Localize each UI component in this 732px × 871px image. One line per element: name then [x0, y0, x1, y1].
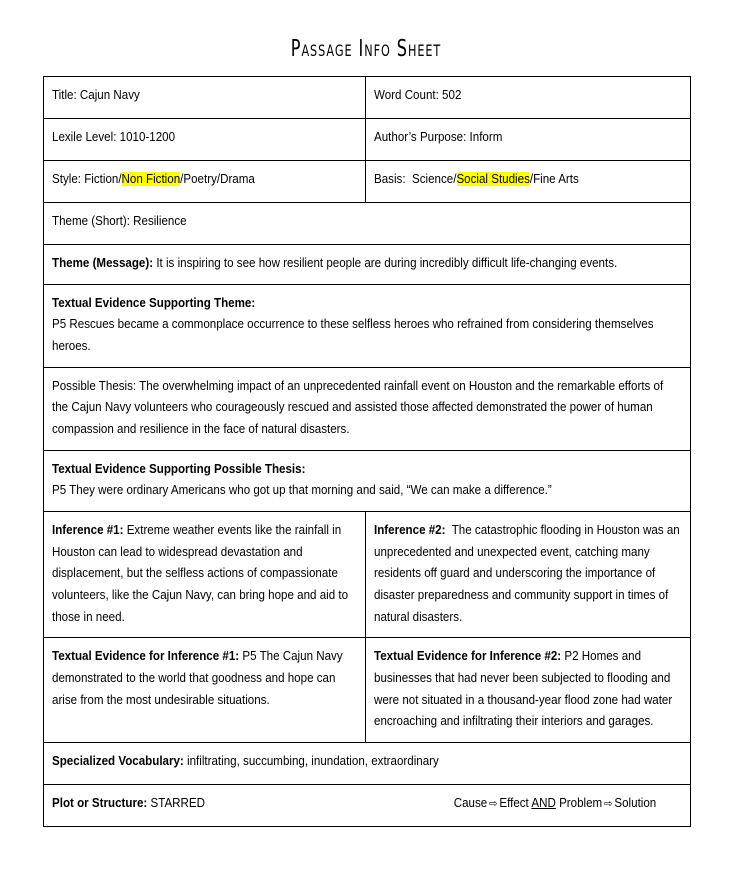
cell-evidence-inference-1 [44, 638, 366, 743]
right-arrow-icon: ⇨ [489, 796, 498, 810]
possible-thesis-value: The overwhelming impact of an unprecedented rainfall event on Houston and the remarkable efforts of the Cajun Navy volunteers who courageously rescued and assisted those affected demonstrated the power of human compassion and resilience in the face of natural disasters. [52, 378, 664, 436]
author-purpose-value: Inform [469, 130, 503, 144]
basis-label: Basis: [374, 172, 406, 186]
style-option-drama[interactable]: Drama [220, 172, 255, 186]
cell-plot-structure [44, 784, 691, 826]
structure-and: AND [531, 795, 556, 810]
evidence-thesis-label: Textual Evidence Supporting Possible Thesis: [52, 461, 306, 476]
cell-author-purpose [366, 119, 691, 161]
evidence-inference-2-value: P2 Homes and businesses that had never been subjected to flooding and were not situated in a thousand-year flood zone had water encroaching and infiltrating their interiors and garages. [374, 649, 673, 729]
cell-possible-thesis [44, 367, 691, 450]
vocabulary-value: infiltrating, succumbing, inundation, extraordinary [187, 753, 439, 768]
cell-lexile [44, 119, 366, 161]
basis-option-fine-arts[interactable]: Fine Arts [533, 172, 579, 186]
title-value: Cajun Navy [79, 88, 140, 102]
table-row-possible-thesis [44, 367, 691, 450]
table-row-theme-short [44, 203, 691, 245]
plot-structure-label: Plot or Structure: [52, 795, 148, 810]
structure-problem[interactable]: Problem [559, 795, 603, 810]
table-row-lexile-purpose [44, 119, 691, 161]
evidence-theme-value: P5 Rescues became a commonplace occurrence to these selfless heroes who refrained from considering themselves heroes. [52, 317, 654, 353]
style-separator: / [216, 172, 221, 186]
lexile-label: Lexile Level: [52, 130, 117, 144]
table-row-plot-structure [44, 784, 691, 826]
basis-option-social-studies[interactable]: Social Studies [456, 172, 530, 186]
page-title: Passage Info Sheet [290, 36, 442, 62]
title-label: Title: [52, 88, 77, 102]
plot-structure-group [52, 793, 205, 815]
theme-message-value: It is inspiring to see how resilient people are during incredibly difficult life-changing events. [156, 256, 618, 270]
passage-info-table [43, 76, 691, 827]
evidence-inference-2-label: Textual Evidence for Inference #2: [374, 649, 562, 664]
table-row-vocabulary [44, 742, 691, 784]
cell-word-count [366, 77, 691, 119]
basis-separator: / [529, 172, 534, 186]
author-purpose-label: Author’s Purpose: [374, 130, 467, 144]
word-count-label: Word Count: [374, 88, 439, 102]
inference-2-value: The catastrophic flooding in Houston was an unprecedented and unexpected event, catching many residents off guard and underscoring the importance of disaster preparedness and community support in times of natural disasters. [374, 522, 680, 624]
basis-option-science[interactable]: Science [411, 172, 454, 186]
table-row-inferences [44, 511, 691, 637]
structure-cause[interactable]: Cause [453, 795, 488, 810]
cell-basis [366, 161, 691, 203]
table-row-theme-message [44, 245, 691, 285]
evidence-inference-1-value: P5 The Cajun Navy demonstrated to the world that goodness and hope can arise from the most undesirable situations. [52, 649, 343, 707]
evidence-inference-1-label: Textual Evidence for Inference #1: [52, 649, 240, 664]
cell-inference-2 [366, 511, 691, 637]
cell-title [44, 77, 366, 119]
theme-message-label: Theme (Message): [52, 256, 154, 270]
lexile-value: 1010-1200 [119, 130, 176, 144]
style-separator: / [118, 172, 122, 186]
cell-evidence-thesis [44, 450, 691, 511]
table-row-evidence-thesis [44, 450, 691, 511]
style-separator: / [180, 172, 184, 186]
cell-theme-message [44, 245, 691, 285]
cell-vocabulary [44, 742, 691, 784]
inference-2-label: Inference #2: [374, 522, 446, 537]
cell-theme-short [44, 203, 691, 245]
table-row-title-wordcount [44, 77, 691, 119]
right-arrow-icon: ⇨ [604, 796, 613, 810]
vocabulary-label: Specialized Vocabulary: [52, 753, 184, 768]
table-row-style-basis [44, 161, 691, 203]
style-option-fiction[interactable]: Fiction [84, 172, 119, 186]
cell-evidence-theme [44, 284, 691, 367]
evidence-thesis-value: P5 They were ordinary Americans who got up that morning and said, “We can make a difference.” [52, 483, 552, 498]
word-count-value: 502 [442, 88, 462, 102]
cell-style [44, 161, 366, 203]
style-option-poetry[interactable]: Poetry [183, 172, 217, 186]
possible-thesis-label: Possible Thesis: [52, 378, 137, 393]
inference-1-value: Extreme weather events like the rainfall in Houston can lead to widespread devastation and displacement, but the selfless actions of compassionate volunteers, like the Cajun Navy, can bring hope and aid to those in need. [52, 522, 349, 624]
structure-solution[interactable]: Solution [614, 795, 657, 810]
cell-inference-1 [44, 511, 366, 637]
plot-structure-value: STARRED [150, 795, 206, 810]
structure-type-group [454, 793, 682, 815]
structure-effect[interactable]: Effect [499, 795, 529, 810]
table-row-evidence-inferences [44, 638, 691, 743]
evidence-theme-label: Textual Evidence Supporting Theme: [52, 295, 256, 310]
theme-short-value: Resilience [133, 214, 187, 228]
basis-separator: / [453, 172, 457, 186]
style-label: Style: [52, 172, 81, 186]
table-row-evidence-theme [44, 284, 691, 367]
theme-short-label: Theme (Short): [52, 214, 130, 228]
inference-1-label: Inference #1: [52, 522, 124, 537]
style-option-non-fiction[interactable]: Non Fiction [121, 172, 181, 186]
cell-evidence-inference-2 [366, 638, 691, 743]
